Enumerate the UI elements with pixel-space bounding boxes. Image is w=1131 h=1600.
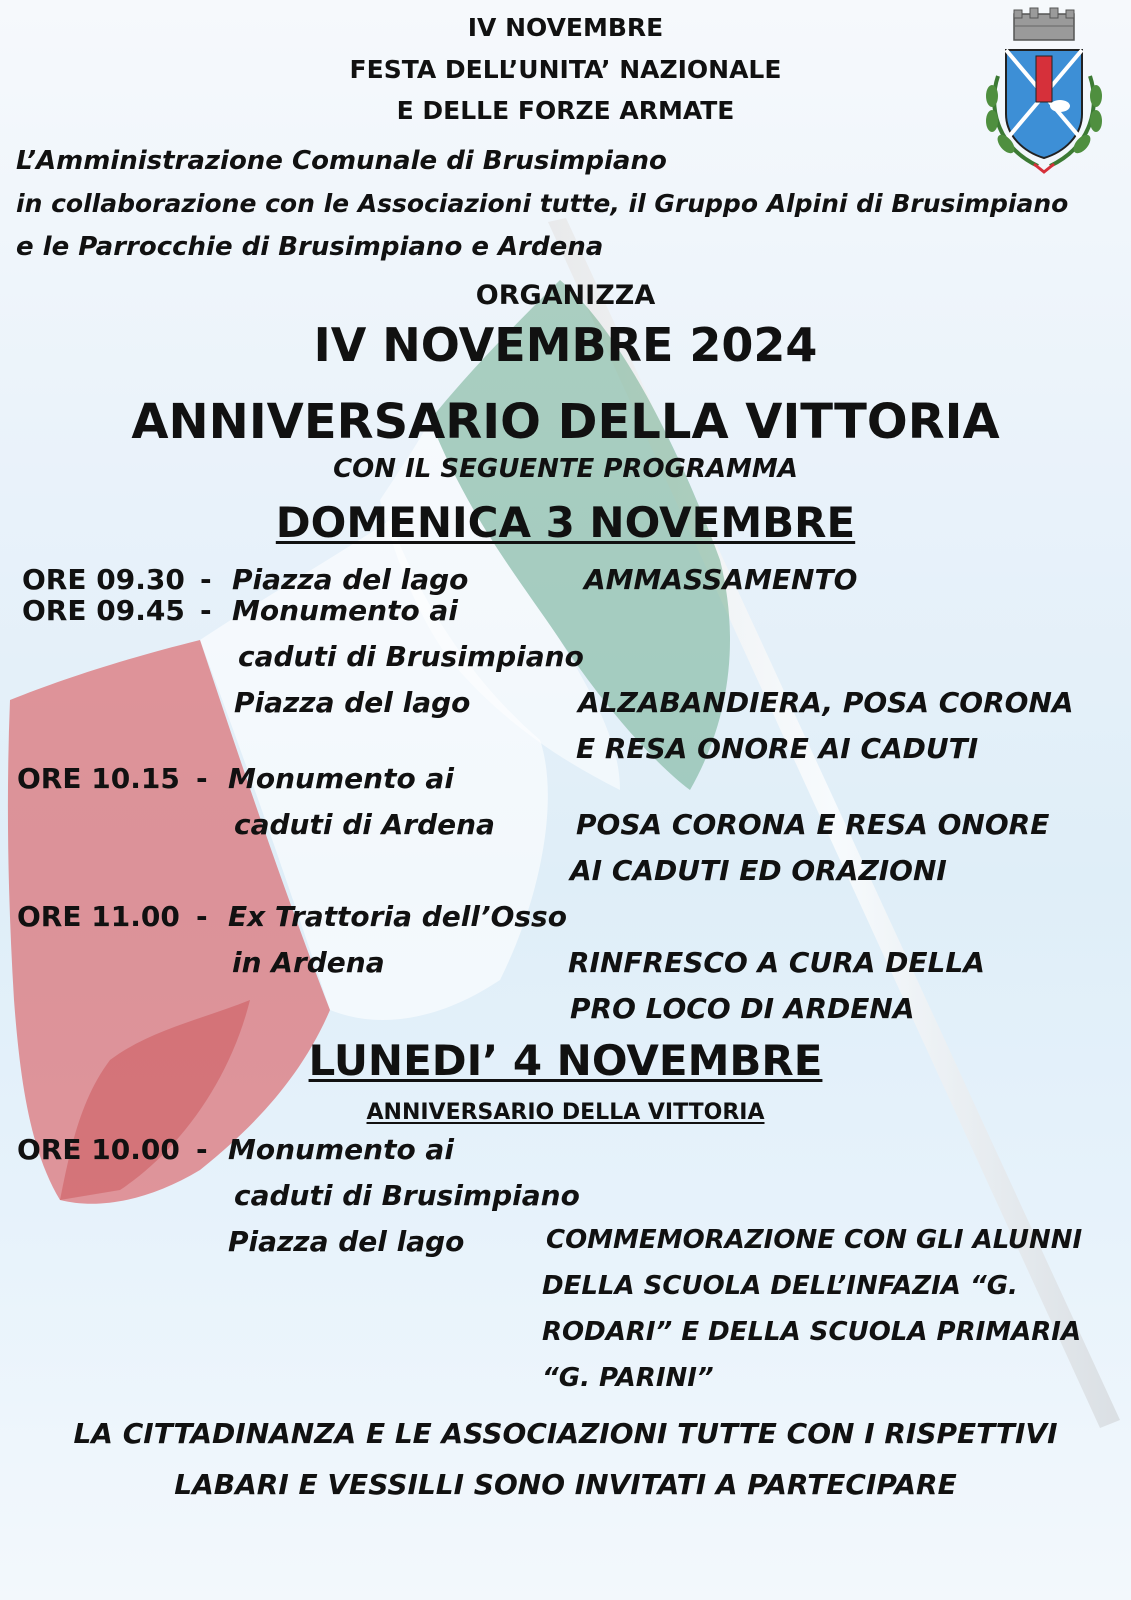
day1-item2-place-3: Piazza del lago <box>234 686 471 719</box>
day1-title: DOMENICA 3 NOVEMBRE <box>275 498 856 547</box>
header-line-1: IV NOVEMBRE <box>467 13 664 42</box>
event-subtitle: ANNIVERSARIO DELLA VITTORIA <box>131 394 1000 450</box>
intro-line-2: in collaborazione con le Associazioni tutte, il Gruppo Alpini di Brusimpiano <box>16 189 1069 218</box>
day1-item1-dash: - <box>200 563 212 596</box>
day1-item2-place-2: caduti di Brusimpiano <box>238 640 584 673</box>
programma-label: CON IL SEGUENTE PROGRAMMA <box>333 454 798 484</box>
day1-item1-place: Piazza del lago <box>232 563 469 596</box>
day2-item1-time: ORE 10.00 <box>17 1133 180 1166</box>
day2-item1-activity-3: RODARI” E DELLA SCUOLA PRIMARIA <box>542 1317 1082 1347</box>
day2-item1-place-1: Monumento ai <box>228 1133 454 1166</box>
day1-item4-activity-1: RINFRESCO A CURA DELLA <box>568 946 985 979</box>
day1-item1-activity: AMMASSAMENTO <box>584 563 858 596</box>
day1-item4-activity-2: PRO LOCO DI ARDENA <box>570 992 915 1025</box>
footer-line-2: LABARI E VESSILLI SONO INVITATI A PARTECIPARE <box>174 1468 957 1501</box>
intro-line-3: e le Parrocchie di Brusimpiano e Ardena <box>16 232 604 262</box>
day2-item1-place-3: Piazza del lago <box>228 1225 465 1258</box>
day1-item4-place-2: in Ardena <box>232 946 385 979</box>
footer-line-1: LA CITTADINANZA E LE ASSOCIAZIONI TUTTE CON I RISPETTIVI <box>73 1417 1058 1450</box>
header-line-3: E DELLE FORZE ARMATE <box>396 96 735 125</box>
day1-item4-dash: - <box>196 900 208 933</box>
day2-title: LUNEDI’ 4 NOVEMBRE <box>308 1036 823 1085</box>
event-title: IV NOVEMBRE 2024 <box>313 318 818 372</box>
intro-line-1: L’Amministrazione Comunale di Brusimpiano <box>16 146 667 176</box>
day1-item2-activity-2: E RESA ONORE AI CADUTI <box>576 732 979 765</box>
day1-item3-time: ORE 10.15 <box>17 762 180 795</box>
day1-item4-time: ORE 11.00 <box>17 900 180 933</box>
day1-item2-time: ORE 09.45 <box>22 594 185 627</box>
day1-item2-dash: - <box>200 594 212 627</box>
day1-item1-time: ORE 09.30 <box>22 563 185 596</box>
organizza-label: ORGANIZZA <box>475 280 656 311</box>
day1-item2-place-1: Monumento ai <box>232 594 458 627</box>
day2-item1-activity-2: DELLA SCUOLA DELL’INFAZIA “G. <box>542 1271 1018 1301</box>
day1-item3-place-1: Monumento ai <box>228 762 454 795</box>
day1-item3-place-2: caduti di Ardena <box>234 808 495 841</box>
day1-item4-place-1: Ex Trattoria dell’Osso <box>228 900 567 933</box>
day1-item3-dash: - <box>196 762 208 795</box>
day2-item1-place-2: caduti di Brusimpiano <box>234 1179 580 1212</box>
day1-item2-activity-1: ALZABANDIERA, POSA CORONA <box>578 686 1074 719</box>
day2-subtitle: ANNIVERSARIO DELLA VITTORIA <box>366 1100 765 1125</box>
header-line-2: FESTA DELL’UNITA’ NAZIONALE <box>349 55 782 84</box>
day1-item3-activity-1: POSA CORONA E RESA ONORE <box>576 808 1050 841</box>
day2-item1-activity-1: COMMEMORAZIONE CON GLI ALUNNI <box>546 1225 1083 1255</box>
day1-item3-activity-2: AI CADUTI ED ORAZIONI <box>570 854 947 887</box>
day2-item1-dash: - <box>196 1133 208 1166</box>
day2-item1-activity-4: “G. PARINI” <box>542 1363 714 1393</box>
